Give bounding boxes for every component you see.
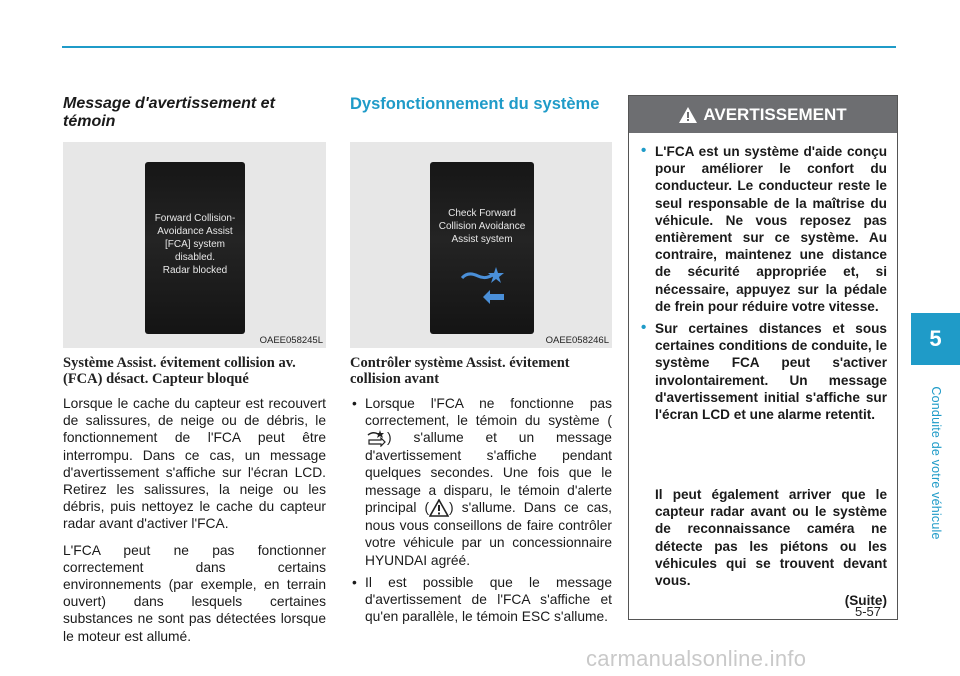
chapter-tab <box>911 313 960 365</box>
bullet: • <box>641 142 647 159</box>
list-item <box>350 395 612 569</box>
lcd-line: disabled. <box>174 252 216 263</box>
list-item <box>350 574 612 626</box>
left-subtitle: Système Assist. évitement collision av. (FCA) désact. Capteur bloqué <box>63 355 296 387</box>
warning-triangle-icon <box>679 107 697 123</box>
lcd-line: Radar blocked <box>162 265 228 276</box>
page-number: 5-57 <box>855 604 882 619</box>
warning-text: Sur certaines distances et sous certaines conditions de conduite, le système FCA peut s'activer involontairement. Un message d'avertissement initial s'affiche sur l'écran LCD et une alarme retentit. <box>655 321 887 423</box>
warning-box <box>628 95 898 620</box>
left-paragraph-1: Lorsque le cache du capteur est recouvert de salissures, de neige ou de débris, le fonctionnement de l'FCA peut être interrompu. Dans ce cas, un message d'avertissement s'affiche sur l'écran LCD. Retirez les salissures, la neige ou les débris, puis nettoyez le cache du capteur radar avant d'activer l'FCA. <box>63 396 326 532</box>
figure-check-fca <box>350 142 612 348</box>
header-rule <box>62 46 896 48</box>
warning-header <box>629 96 897 133</box>
middle-subtitle: Contrôler système Assist. évitement collision avant <box>350 355 570 387</box>
figure-code: OAEE058246L <box>545 335 609 346</box>
left-body <box>63 355 326 645</box>
left-paragraph-2: L'FCA peut ne pas fonctionner correctement dans certains environnements (par exemple, en terrain ouvert) dans lesquels certaines substances ne sont pas détectées lorsque le moteur est allumé. <box>63 542 326 644</box>
master-warning-icon <box>429 499 449 517</box>
warning-extra-paragraph: Il peut également arriver que le capteur radar avant ou le système de reconnaissance caméra ne détecte pas les piétons ou les véhicules qui se trouvent devant vous. <box>655 487 887 589</box>
middle-body <box>350 355 612 630</box>
lcd-message <box>145 212 245 277</box>
figure-radar-blocked <box>63 142 326 348</box>
list-item <box>641 143 887 315</box>
warning-text: L'FCA est un système d'aide conçu pour améliorer le confort du conducteur. Le conducteur reste le seul responsable de la maîtrise du véhicule. Ne vous reposez pas entièrement sur ce système. Au contraire, maintenez une distance de sécurité appropriée et, si nécessaire, appuyez sur la pédale de frein pour réduire votre vitesse. <box>655 144 887 314</box>
chapter-title-vertical <box>912 368 959 558</box>
fca-warning-icon <box>458 266 508 310</box>
bullet-text: Il est possible que le message d'avertissement de l'FCA s'affiche et qu'en parallèle, le témoin ESC s'allume. <box>365 574 612 625</box>
fca-indicator-icon <box>365 430 387 447</box>
bullet-text: ) s'allume et un message d'avertissement s'affiche pendant quelques secondes. Une fois que le message a disparu, le témoin d'alerte principal ( <box>365 430 612 515</box>
lcd-screen <box>430 162 534 334</box>
bullet-text: Lorsque l'FCA ne fonctionne pas correctement, le témoin du système ( <box>365 396 612 429</box>
figure-code: OAEE058245L <box>259 335 323 346</box>
continued-label: (Suite) <box>844 593 887 608</box>
lcd-line: Check Forward <box>448 208 516 219</box>
middle-heading-block <box>350 95 612 113</box>
lcd-line: [FCA] system <box>164 239 225 250</box>
list-item <box>641 320 887 423</box>
warning-title: AVERTISSEMENT <box>703 104 847 124</box>
left-heading-block <box>63 95 326 131</box>
lcd-line: Avoidance Assist <box>157 226 233 237</box>
middle-bullet-list <box>350 395 612 625</box>
middle-heading: Dysfonctionnement du système <box>350 95 600 113</box>
lcd-line: Forward Collision- <box>154 213 236 224</box>
bullet: • <box>352 396 357 411</box>
left-heading: Message d'avertissement et témoin <box>63 95 275 130</box>
chapter-title: Conduite de votre véhicule <box>928 386 943 540</box>
bullet-text: ) s'allume. Dans ce cas, nous vous conseillons de faire contrôler votre véhicule par un concessionnaire HYUNDAI agréé. <box>365 499 612 568</box>
watermark: carmanualsonline.info <box>586 646 807 671</box>
lcd-screen <box>145 162 245 334</box>
bullet: • <box>641 319 647 337</box>
lcd-message <box>430 207 534 246</box>
warning-list <box>641 143 887 428</box>
lcd-line: Assist system <box>451 234 513 245</box>
bullet: • <box>352 574 357 590</box>
chapter-number: 5 <box>929 326 942 351</box>
lcd-line: Collision Avoidance <box>438 221 526 232</box>
